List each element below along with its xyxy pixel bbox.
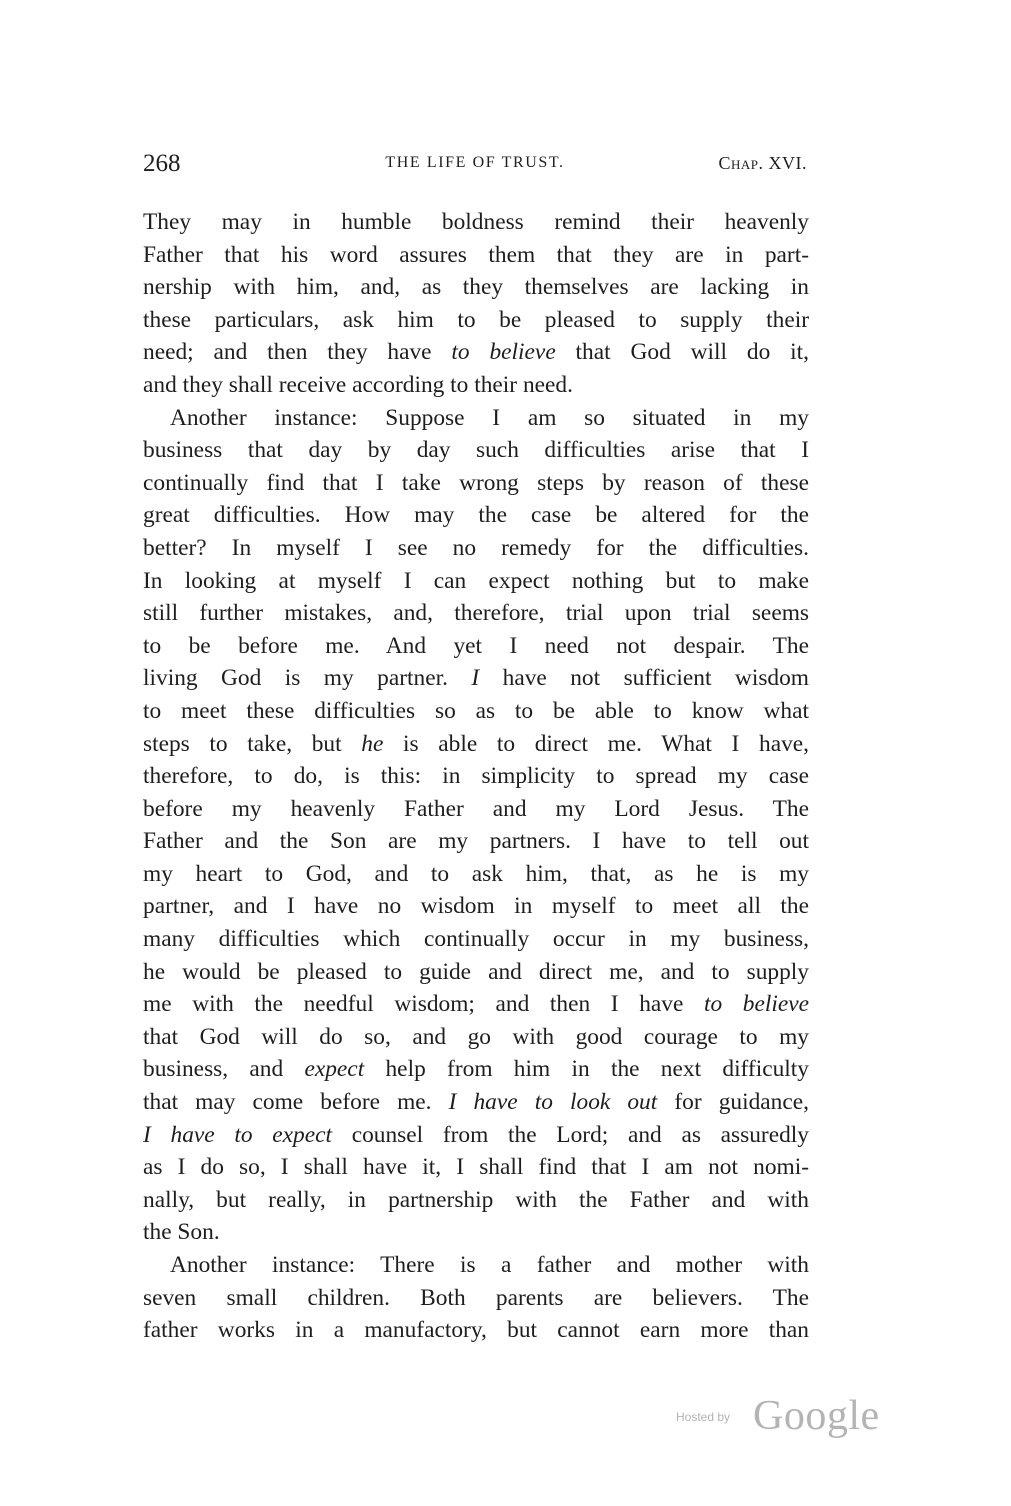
text-line: Father that his word assures them that they are in part- — [143, 241, 809, 268]
text-line: great difficulties. How may the case be altered for the — [143, 502, 809, 529]
text-line — [143, 662, 809, 695]
line-text: need; and then they have — [143, 339, 452, 366]
line-text: help from him in the next difficulty — [364, 1056, 809, 1083]
text-line: They may in humble boldness remind their heavenly — [143, 209, 809, 235]
text-line: the Son. — [143, 1219, 220, 1246]
running-title: THE LIFE OF TRUST. — [385, 154, 565, 171]
emphasis-text: to believe — [451, 339, 556, 366]
line-text: steps to take, but — [143, 730, 362, 757]
emphasis-text: I have to look out — [448, 1089, 658, 1116]
text-line — [143, 1086, 809, 1119]
text-line: that God will do so, and go with good courage to my — [143, 1023, 809, 1050]
emphasis-text: he — [361, 730, 384, 757]
text-line: Another instance: There is a father and mother with — [170, 1252, 809, 1278]
text-line: my heart to God, and to ask him, that, as he is my — [143, 860, 809, 887]
line-text: business, and — [143, 1056, 305, 1083]
line-text: have not sufficient wisdom — [479, 665, 810, 692]
line-text: that may come before me. — [143, 1089, 449, 1116]
text-line: before my heavenly Father and my Lord Jesus. The — [143, 795, 809, 822]
text-line: these particulars, ask him to be pleased to supply their — [143, 306, 809, 333]
text-line — [143, 1053, 809, 1086]
page-body — [143, 206, 809, 1347]
emphasis-text: I — [471, 665, 480, 692]
line-text: living God is my partner. — [143, 665, 472, 692]
line-text: is able to direct me. What I have, — [383, 730, 810, 757]
text-line: better? In myself I see no remedy for the difficulties. — [143, 534, 809, 561]
text-line: In looking at myself I can expect nothing but to make — [143, 567, 809, 594]
text-line: nally, but really, in partnership with the Father and with — [143, 1186, 809, 1213]
text-line: continually find that I take wrong steps by reason of these — [143, 469, 809, 496]
text-line: still further mistakes, and, therefore, trial upon trial seems — [143, 600, 809, 627]
text-line: nership with him, and, as they themselves are lacking in — [143, 274, 809, 301]
text-line — [143, 336, 809, 369]
emphasis-text: to believe — [703, 991, 809, 1018]
hosted-by-label: Hosted by — [676, 1410, 731, 1424]
text-line: to be before me. And yet I need not despair. The — [143, 632, 809, 659]
text-line: as I do so, I shall have it, I shall find that I am not nomi- — [143, 1154, 809, 1181]
text-line: to meet these difficulties so as to be able to know what — [143, 697, 809, 724]
text-line: seven small children. Both parents are believers. The — [143, 1284, 809, 1311]
running-header — [143, 150, 807, 184]
emphasis-text: expect — [304, 1056, 365, 1083]
line-text: me with the needful wisdom; and then I have — [143, 991, 704, 1018]
text-line: and they shall receive according to their need. — [143, 371, 573, 398]
page-number: 268 — [143, 150, 181, 177]
text-line: therefore, to do, is this: in simplicity to spread my case — [143, 763, 809, 790]
text-line: father works in a manufactory, but cannot earn more than — [143, 1317, 809, 1344]
text-line: Father and the Son are my partners. I have to tell out — [143, 828, 809, 855]
text-line: Another instance: Suppose I am so situated in my — [170, 404, 809, 431]
text-line: many difficulties which continually occur in my business, — [143, 926, 809, 953]
emphasis-text: I have to expect — [143, 1121, 332, 1148]
text-line — [143, 728, 809, 761]
text-line — [143, 1119, 809, 1152]
chapter-label: Chap. XVI. — [718, 153, 807, 173]
line-text: for guidance, — [657, 1089, 809, 1116]
text-line — [143, 988, 809, 1021]
line-text: counsel from the Lord; and as assuredly — [331, 1121, 809, 1148]
text-line: business that day by day such difficulties arise that I — [143, 437, 809, 464]
text-line: partner, and I have no wisdom in myself to meet all the — [143, 893, 809, 920]
google-logo: Google — [753, 1393, 880, 1439]
text-line: he would be pleased to guide and direct me, and to supply — [143, 958, 809, 985]
line-text: that God will do it, — [555, 339, 809, 366]
google-watermark — [676, 1392, 886, 1442]
